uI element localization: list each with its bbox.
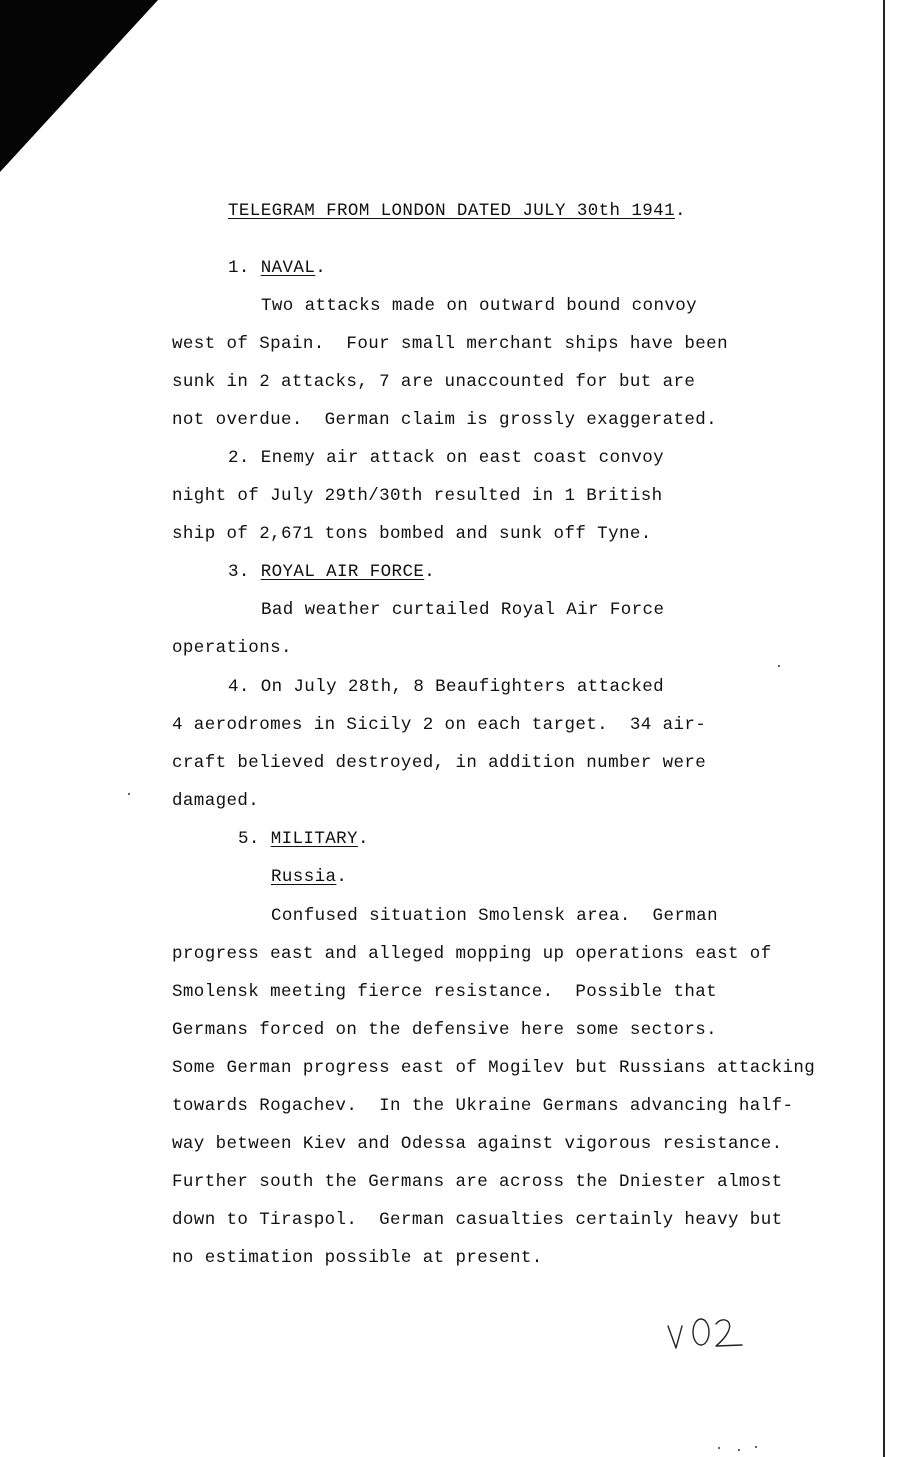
paragraph-line: Bad weather curtailed Royal Air Force <box>261 600 665 620</box>
right-edge-line <box>883 0 885 1457</box>
black-corner-mark <box>0 0 160 175</box>
paragraph-line: west of Spain. Four small merchant ships have been <box>172 334 728 354</box>
paragraph-line: Smolensk meeting fierce resistance. Possible that <box>172 982 718 1002</box>
document-title: TELEGRAM FROM LONDON DATED JULY 30th 1941. <box>228 201 686 221</box>
scan-speck <box>778 665 780 667</box>
paragraph-line: 4. On July 28th, 8 Beaufighters attacked <box>228 677 665 697</box>
paragraph-line: craft believed destroyed, in addition number were <box>172 753 707 773</box>
paragraph-line: Some German progress east of Mogilev but Russians attacking <box>172 1058 816 1078</box>
paragraph-line: not overdue. German claim is grossly exaggerated. <box>172 410 718 430</box>
paragraph-line: Further south the Germans are across the Dniester almost <box>172 1172 783 1192</box>
paragraph-line: no estimation possible at present. <box>172 1248 543 1268</box>
paragraph-line: 2. Enemy air attack on east coast convoy <box>228 448 665 468</box>
paragraph-line: ship of 2,671 tons bombed and sunk off Tyne. <box>172 524 652 544</box>
section-heading-military: 5. MILITARY. <box>238 829 369 849</box>
paragraph-line: down to Tiraspol. German casualties certainly heavy but <box>172 1210 783 1230</box>
section-heading-raf: 3. ROYAL AIR FORCE. <box>228 562 436 582</box>
paragraph-line: way between Kiev and Odessa against vigorous resistance. <box>172 1134 783 1154</box>
paragraph-line: towards Rogachev. In the Ukraine Germans advancing half- <box>172 1096 794 1116</box>
paragraph-line: Two attacks made on outward bound convoy <box>261 296 698 316</box>
paragraph-line: Confused situation Smolensk area. German <box>271 906 718 926</box>
title-text: TELEGRAM FROM LONDON DATED JULY 30th 1941 <box>228 201 675 221</box>
scan-speck <box>738 1449 740 1451</box>
section-heading-naval: 1. NAVAL. <box>228 258 327 278</box>
paragraph-line: sunk in 2 attacks, 7 are unaccounted for but are <box>172 372 696 392</box>
paragraph-line: 4 aerodromes in Sicily 2 on each target. 34 air- <box>172 715 707 735</box>
paragraph-line: operations. <box>172 638 292 658</box>
scan-speck <box>718 1447 720 1449</box>
paragraph-line: damaged. <box>172 791 260 811</box>
scan-speck <box>755 1446 757 1448</box>
scan-speck <box>128 793 130 795</box>
paragraph-line: Germans forced on the defensive here some sectors. <box>172 1020 718 1040</box>
subheading-russia: Russia. <box>271 867 348 887</box>
paragraph-line: progress east and alleged mopping up operations east of <box>172 944 772 964</box>
handwritten-note <box>660 1312 750 1358</box>
paragraph-line: night of July 29th/30th resulted in 1 British <box>172 486 663 506</box>
